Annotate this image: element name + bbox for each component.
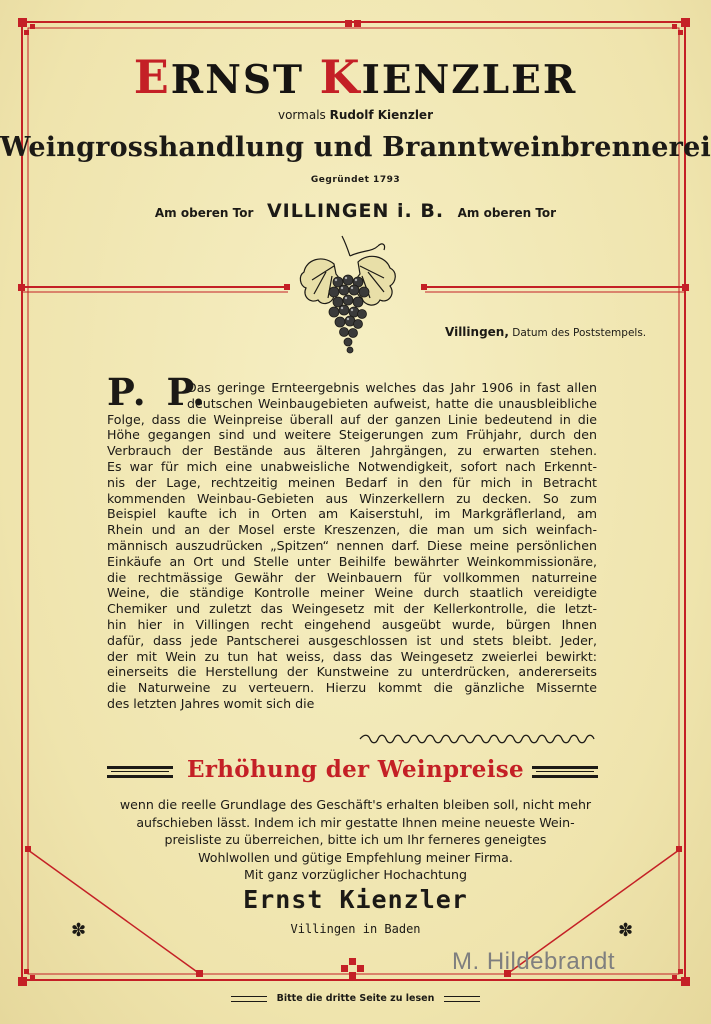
body-line: Weine, die ständige Kontrolle meiner Weine durch staatlich vereidigte [107, 585, 597, 601]
salutation: P. P. [107, 370, 210, 414]
body-line: Folge, dass die Weinpreise überall auf der ganzen Linie bedeutend in die [107, 411, 597, 427]
company-first-name: RNST [170, 57, 320, 103]
flower-ornament-icon: ✽ [618, 920, 634, 941]
flower-ornament-icon: ✽ [71, 920, 87, 941]
footer-dash-right [444, 996, 480, 1002]
body-line: Höhe gegangen sind und weitere Steigerungen zum Frühjahr, durch den [107, 427, 597, 443]
body-line: deutschen Weinbaugebieten aufweist, hatte die unausbleibliche [187, 395, 597, 411]
letter-body [107, 380, 597, 712]
closing-line: aufschieben lässt. Indem ich mir gestatte Ihnen meine neueste Wein- [136, 814, 575, 830]
body-line: einerseits die Herstellung der Kunstweine zu unterdrücken, andererseits [107, 664, 597, 680]
closing-line: preisliste zu überreichen, bitte ich um Ihr ferneres geneigtes [164, 832, 547, 847]
company-name [0, 50, 711, 104]
address-left: Am oberen Tor [154, 206, 254, 220]
body-line: des letzten Jahres womit sich die [107, 695, 315, 711]
formerly-line [0, 108, 711, 122]
footer-dash-left [231, 996, 267, 1002]
company-initial-e: E [133, 50, 171, 104]
company-last-name: IENZLER [361, 57, 578, 103]
company-initial-k: K [319, 50, 362, 104]
headline-bar-right [532, 766, 598, 778]
body-line: Chemiker und zuletzt das Weingesetz mit der Kellerkontrolle, die letzt- [107, 601, 597, 617]
city-name: VILLINGEN i. B. [266, 200, 445, 222]
body-line: Beispiel kaufte ich in Orten am Kaiserstuhl, im Markgräflerland, am [107, 506, 597, 522]
signature-name: Ernst Kienzler [243, 885, 468, 914]
scroll-ornament-icon [358, 732, 598, 746]
body-line: nis der Lage, rechtzeitig meinen Bedarf in den für mich in Betracht [107, 474, 597, 490]
founded-year: Gegründet 1793 [310, 175, 401, 185]
footer-text: Bitte die dritte Seite zu lesen [276, 993, 435, 1004]
body-line: kommenden Weinbau-Gebieten aus Winzerkellern zu decken. So zum [107, 490, 597, 506]
closing-paragraph [0, 796, 711, 884]
closing-line: Wohlwollen und gütige Empfehlung meiner Firma. [198, 849, 513, 865]
body-line: hin hier in Villingen recht eingehend ausgeübt wurde, bürgen Ihnen [107, 616, 597, 632]
watermark: M. Hildebrandt [452, 948, 616, 975]
business-description: Weingrosshandlung und Branntweinbrennerei [0, 132, 711, 163]
grape-cluster-icon [292, 232, 407, 357]
body-line: Das geringe Ernteergebnis welches das Jahr 1906 in fast allen [187, 380, 597, 395]
body-line: dafür, dass jede Pantscherei ausgeschlossen ist und stets bleibt. Jeder, [107, 632, 597, 648]
body-line: Rhein und an der Mosel erste Kreszenzen, die man um sich weinfach- [107, 522, 597, 538]
closing-line: wenn die reelle Grundlage des Geschäft's erhalten bleiben soll, nicht mehr [119, 797, 592, 812]
formerly-name: Rudolf Kienzler [329, 108, 433, 122]
body-line: Einkäufe an Ort und Stelle unter Beihilfe bewährter Weinkommissionäre, [107, 553, 597, 569]
footer-note [0, 993, 711, 1004]
dateline-text: Datum des Poststempels. [512, 327, 647, 339]
address-line [0, 200, 711, 222]
body-line: Es war für mich eine unabweisliche Notwendigkeit, sofort nach Erkennt- [107, 458, 597, 474]
formerly-prefix: vormals [277, 108, 326, 122]
dateline [445, 325, 646, 339]
body-line: die Naturweine zu verteuern. Hierzu kommt die gänzliche Missernte [107, 680, 597, 696]
dateline-place: Villingen, [445, 325, 509, 339]
signature-city: Villingen in Baden [290, 922, 421, 936]
body-line: Verbrauch der Bestände aus älteren Jahrgängen, zu erwarten stehen. [107, 443, 597, 459]
headline: Erhöhung der Weinpreise [187, 756, 524, 783]
body-line: die rechtmässige Gewähr der Weinbauern für vollkommen naturreine [107, 569, 597, 585]
body-line: männisch auszudrücken „Spitzen“ nennen darf. Diese meine persönlichen [107, 537, 597, 553]
address-right: Am oberen Tor [457, 206, 557, 220]
greeting: Mit ganz vorzüglicher Hochachtung [244, 867, 467, 882]
body-line: der mit Wein zu tun hat weiss, dass das Weingesetz zweierlei bewirkt: [107, 648, 597, 664]
